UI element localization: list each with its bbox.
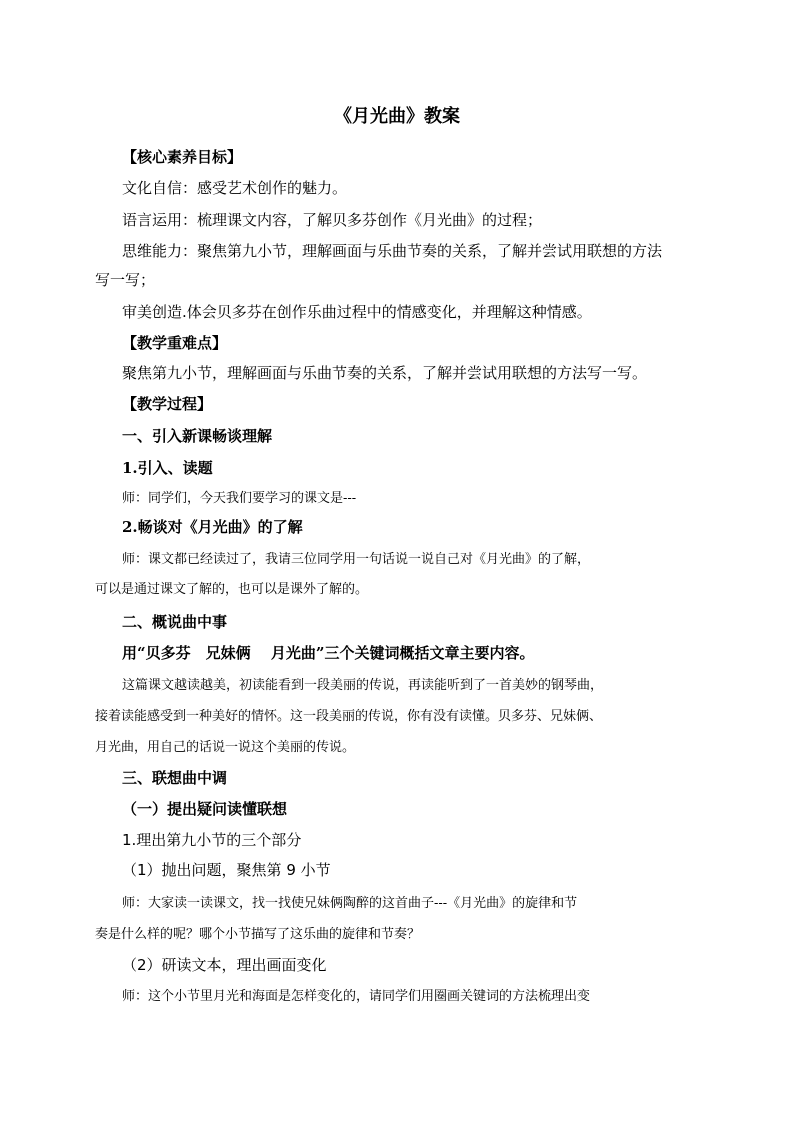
goal-thinking: 思维能力：聚焦第九小节，理解画面与乐曲节奏的关系，了解并尝试用联想的方法: [122, 242, 663, 260]
part-three-heading: 三、联想曲中调: [122, 769, 228, 787]
page-title: 《月光曲》教案: [334, 106, 460, 127]
goal-thinking-cont: 写一写；: [95, 271, 156, 289]
keywords-instruction: 用“贝多芬 兄妹俩 月光曲”三个关键词概括文章主要内容。: [122, 644, 535, 662]
teacher-line-2-cont: 可以是通过课文了解的，也可以是课外了解的。: [95, 582, 369, 597]
teacher-line-1: 师：同学们，今天我们要学习的课文是---: [122, 491, 357, 506]
item-1-2: （2）研读文本，理出画面变化: [122, 956, 327, 974]
goal-language: 语言运用：梳理课文内容，了解贝多芬创作《月光曲》的过程；: [122, 211, 543, 229]
paragraph-line-2: 接着读能感受到一种美好的情怀。这一段美丽的传说，你有没有读懂。贝多芬、兄妹俩、: [95, 709, 603, 724]
paragraph-line-1: 这篇课文越读越美，初读能看到一段美丽的传说，再读能听到了一首美妙的钢琴曲，: [122, 678, 604, 693]
item-1: 1.理出第九小节的三个部分: [122, 831, 302, 849]
part-two-heading: 二、概说曲中事: [122, 613, 228, 631]
section-heading-process: 【教学过程】: [122, 395, 213, 413]
step-2-heading: 2.畅谈对《月光曲》的了解: [122, 518, 303, 536]
teacher-line-2: 师：课文都已经读过了，我请三位同学用一句话说一说自己对《月光曲》的了解，: [122, 552, 591, 567]
part-one-heading: 一、引入新课畅谈理解: [122, 427, 273, 445]
paragraph-line-3: 月光曲，用自己的话说一说这个美丽的传说。: [95, 740, 356, 755]
item-1-1: （1）抛出问题，聚焦第 9 小节: [122, 861, 331, 879]
goal-aesthetic: 审美创造.体会贝多芬在创作乐曲过程中的情感变化，并理解这种情感。: [122, 303, 592, 321]
goal-culture: 文化自信：感受艺术创作的魅力。: [122, 179, 348, 197]
teacher-line-3: 师：大家读一读课文，找一找使兄妹俩陶醉的这首曲子---《月光曲》的旋律和节: [122, 896, 578, 911]
section-heading-keypoints: 【教学重难点】: [122, 334, 228, 352]
section-heading-goals: 【核心素养目标】: [122, 148, 243, 166]
keypoints-text: 聚焦第九小节，理解画面与乐曲节奏的关系，了解并尝试用联想的方法写一写。: [122, 364, 648, 382]
teacher-line-3-cont: 奏是什么样的呢？哪个小节描写了这乐曲的旋律和节奏？: [95, 927, 421, 942]
step-1-heading: 1.引入、读题: [122, 459, 213, 477]
teacher-line-4: 师：这个小节里月光和海面是怎样变化的，请同学们用圈画关键词的方法梳理出变: [122, 989, 591, 1004]
subpart-one-heading: （一）提出疑问读懂联想: [122, 800, 288, 818]
